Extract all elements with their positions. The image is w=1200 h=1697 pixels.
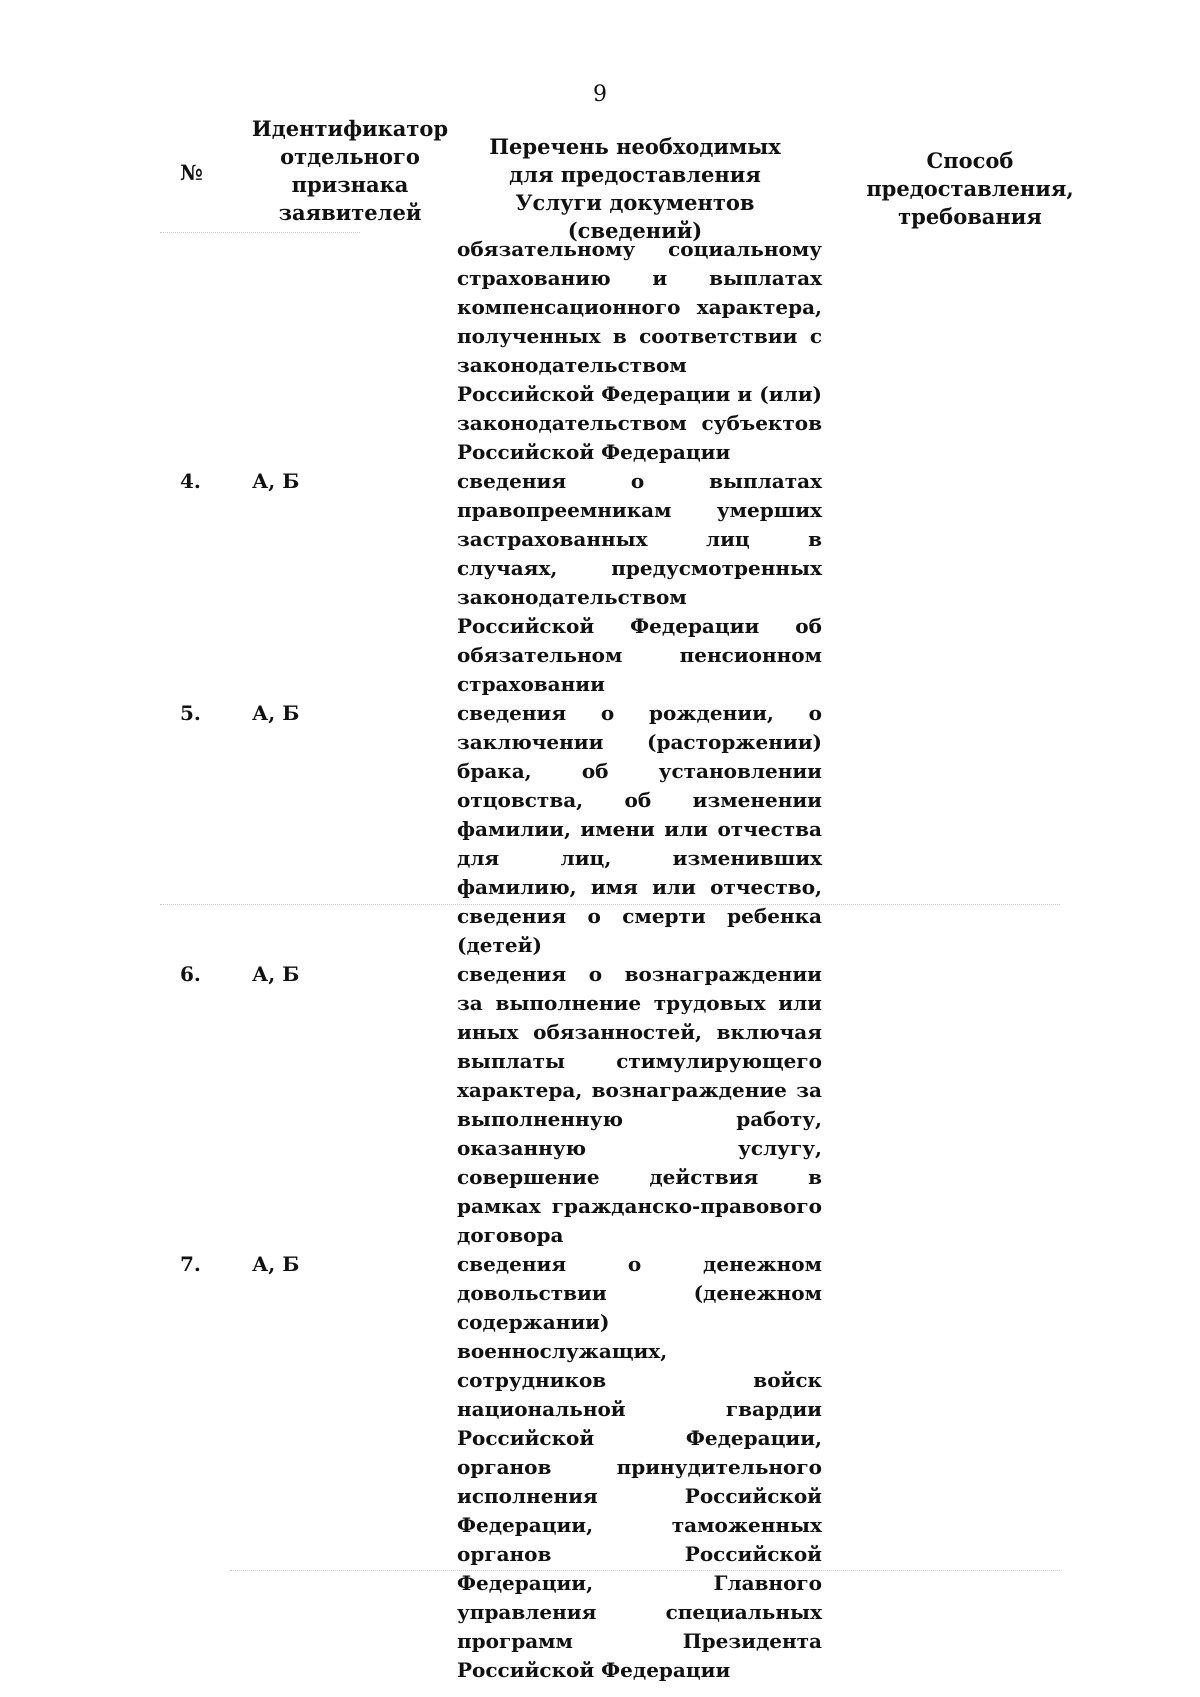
table-row: [170, 235, 1110, 467]
header-documents: Перечень необходимых для предоставления Услуги документов (сведений): [489, 134, 781, 243]
row-documents: сведения о вознаграждении за выполнение трудовых или иных обязанностей, включая выплаты стимулирующего характера, вознаграждение за выполненную работу, оказанную услугу, совершение действия в рамках гражданско-правового договора: [457, 962, 822, 1247]
row-number: 4.: [180, 469, 201, 493]
table-row: [170, 960, 1110, 1250]
table-row: [170, 699, 1110, 960]
page-bottom-rule: [230, 1570, 1060, 1571]
header-identifier: Идентификатор отдельного признака заявителей: [251, 116, 449, 225]
table-row: [170, 1250, 1110, 1685]
header-number: №: [180, 160, 203, 185]
row-documents: обязательному социальному страхованию и выплатах компенсационного характера, полученных в соответствии с законодательством Российской Федерации и (или) законодательством субъектов Российской Федерации: [457, 237, 822, 464]
header-divider: [160, 232, 360, 233]
row-identifier: А, Б: [252, 1252, 300, 1276]
row-number: 7.: [180, 1252, 201, 1276]
table-row: [170, 467, 1110, 699]
header-method: Способ предоставления, требования: [866, 148, 1074, 229]
row-identifier: А, Б: [252, 701, 300, 725]
row-number: 5.: [180, 701, 201, 725]
row-identifier: А, Б: [252, 469, 300, 493]
table-header: [170, 115, 1110, 243]
page-number: 9: [593, 82, 607, 107]
row-number: 6.: [180, 962, 201, 986]
row-documents: сведения о денежном довольствии (денежном содержании) военнослужащих, сотрудников войск национальной гвардии Российской Федерации, органов принудительного исполнения Российской Федерации, таможенных органов Российской Федерации, Главного управления специальных программ Президента Российской Федерации: [457, 1252, 822, 1682]
documents-table: [170, 115, 1110, 1685]
row-documents: сведения о выплатах правопреемникам умерших застрахованных лиц в случаях, предусмотренных законодательством Российской Федерации об обязательном пенсионном страховании: [457, 469, 822, 696]
row-identifier: А, Б: [252, 962, 300, 986]
row-divider: [160, 904, 1060, 905]
row-documents: сведения о рождении, о заключении (расторжении) брака, об установлении отцовства, об изменении фамилии, имени или отчества для лиц, изменивших фамилию, имя или отчество, сведения о смерти ребенка (детей): [457, 701, 822, 957]
